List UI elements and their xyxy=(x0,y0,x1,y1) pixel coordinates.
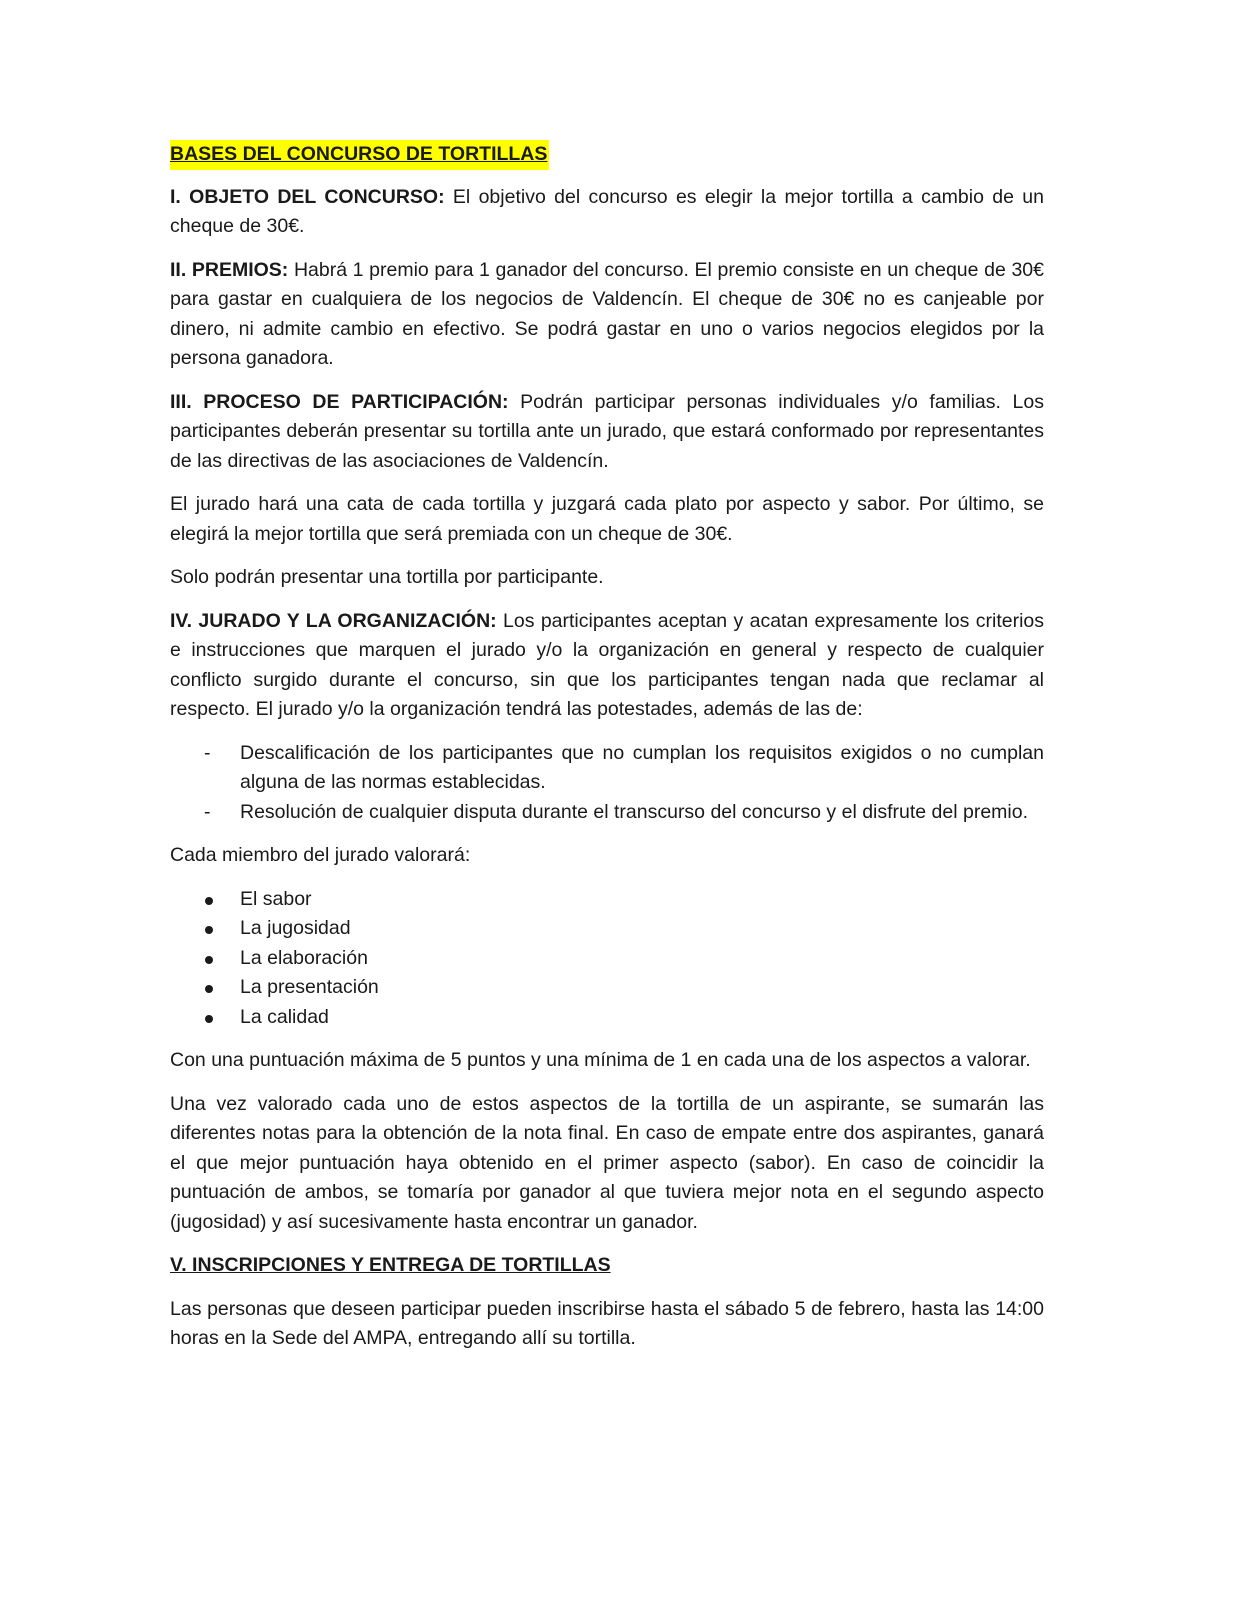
criterios-list xyxy=(170,885,1044,1033)
bullet-icon xyxy=(205,1015,213,1023)
potestades-list xyxy=(170,739,1044,828)
section-jurado-text: Los participantes aceptan y acatan expresamente los criterios e instrucciones que marquen el jurado y/o la organización en general y respecto de cualquier conflicto surgido durante el concurso, sin que los participantes tengan nada que reclamar al respecto. El jurado y/o la organización tendrá las potestades, además de las de: xyxy=(170,609,1045,720)
section-jurado-heading: IV. JURADO Y LA ORGANIZACIÓN: xyxy=(170,609,497,632)
section-objeto xyxy=(170,183,1044,242)
section-proceso-heading: III. PROCESO DE PARTICIPACIÓN: xyxy=(170,390,509,413)
section-inscripciones-heading: V. INSCRIPCIONES Y ENTREGA DE TORTILLAS xyxy=(170,1254,611,1276)
section-premios-heading: II. PREMIOS: xyxy=(170,258,289,281)
list-item: El sabor xyxy=(170,885,1044,915)
list-item: - Resolución de cualquier disputa durante el transcurso del concurso y el disfrute del premio. xyxy=(170,798,1044,828)
document-page xyxy=(170,140,1044,1368)
dash-marker: - xyxy=(204,800,211,823)
section-objeto-text: El objetivo del concurso es elegir la mejor tortilla a cambio de un cheque de 30€. xyxy=(170,185,1044,237)
section-objeto-heading: I. OBJETO DEL CONCURSO: xyxy=(170,185,445,208)
list-item: La calidad xyxy=(170,1003,1044,1033)
section-jurado xyxy=(170,607,1044,725)
section-premios xyxy=(170,256,1044,374)
desempate-paragraph: Una vez valorado cada uno de estos aspectos de la tortilla de un aspirante, se sumarán las diferentes notas para la obtención de la nota final. En caso de empate entre dos aspirantes, ganará el que mejor puntuación haya obtenido en el primer aspecto (sabor). En caso de coincidir la puntuación de ambos, se tomaría por ganador al que tuviera mejor nota en el segundo aspecto (jugosidad) y así sucesivamente hasta encontrar un ganador. xyxy=(170,1092,1044,1233)
list-item: La jugosidad xyxy=(170,914,1044,944)
list-item: - Descalificación de los participantes que no cumplan los requisitos exigidos o no cumplan alguna de las normas establecidas. xyxy=(170,739,1044,798)
proceso-paragraph-2: El jurado hará una cata de cada tortilla y juzgará cada plato por aspecto y sabor. Por último, se elegirá la mejor tortilla que será premiada con un cheque de 30€. xyxy=(170,493,1044,545)
bullet-icon xyxy=(205,926,213,934)
list-item: La presentación xyxy=(170,973,1044,1003)
valorara-intro: Cada miembro del jurado valorará: xyxy=(170,844,471,866)
puntuacion-paragraph: Con una puntuación máxima de 5 puntos y una mínima de 1 en cada una de los aspectos a valorar. xyxy=(170,1049,1031,1071)
section-inscripciones-text: Las personas que deseen participar pueden inscribirse hasta el sábado 5 de febrero, hasta las 14:00 horas en la Sede del AMPA, entregando allí su tortilla. xyxy=(170,1297,1044,1349)
bullet-icon xyxy=(205,956,213,964)
section-proceso-text: Podrán participar personas individuales y/o familias. Los participantes deberán presentar su tortilla ante un jurado, que estará conformado por representantes de las directivas de las asociaciones de Valdencín. xyxy=(170,390,1044,472)
list-item: La elaboración xyxy=(170,944,1044,974)
bullet-icon xyxy=(205,897,213,905)
proceso-paragraph-3: Solo podrán presentar una tortilla por participante. xyxy=(170,566,604,588)
dash-marker: - xyxy=(204,741,211,764)
section-proceso xyxy=(170,388,1044,477)
section-premios-text: Habrá 1 premio para 1 ganador del concurso. El premio consiste en un cheque de 30€ para gastar en cualquiera de los negocios de Valdencín. El cheque de 30€ no es canjeable por dinero, ni admite cambio en efectivo. Se podrá gastar en uno o varios negocios elegidos por la persona ganadora. xyxy=(170,258,1044,369)
document-title: BASES DEL CONCURSO DE TORTILLAS xyxy=(170,140,549,170)
bullet-icon xyxy=(205,985,213,993)
